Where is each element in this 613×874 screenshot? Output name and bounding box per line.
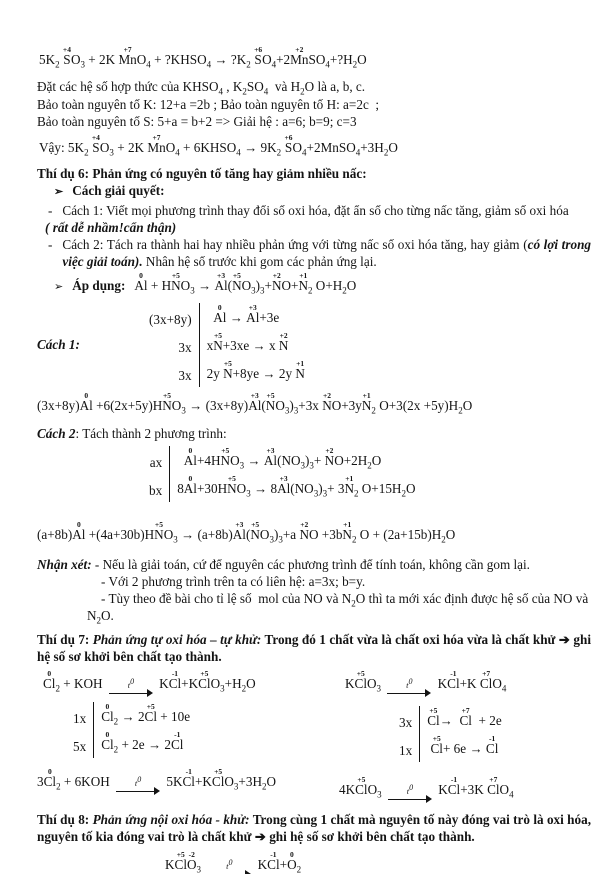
oxidation-number-atom: +5 Cl (427, 705, 440, 728)
oxidation-number-atom: +5 N (250, 519, 260, 542)
system-half-equation: 0 Cl $_2$ → 2 +5 Cl + 10e (93, 702, 190, 730)
oxidation-number-atom: +5 N (232, 270, 242, 293)
oxidation-number-atom: +5 N (220, 445, 231, 468)
text-segment: - Nếu là giải toán, cứ để nguyên các phương trình để tính toán, không cần gom lại. (91, 556, 530, 572)
oxidation-number-atom: +3 Al (214, 270, 228, 293)
method2-text (62, 236, 591, 270)
reaction-arrow-icon: → (121, 708, 135, 724)
heated-arrow-icon: $t^0$ (207, 862, 251, 874)
oxidation-number-atom: 0 Cl (101, 701, 114, 724)
dash-marker: - (48, 236, 53, 252)
oxidation-number-atom: +7 Cl (487, 774, 500, 797)
dash-marker: - (48, 202, 53, 218)
oxidation-number-atom: +2 N (271, 270, 282, 293)
text-segment: Thí dụ 8: (37, 811, 93, 827)
oxidation-number-atom: +5 Cl (211, 766, 225, 789)
text-segment: Thí dụ 7: (37, 631, 93, 647)
oxidation-number-atom: +5 N (227, 473, 237, 496)
oxidation-number-atom: 0 Al (183, 473, 197, 496)
combined-equation-method1: (3x+8y) 0 Al +6(2x+5y)H +5 N $O_3 \to (3x+8y)$ +3 Al ( +5 N $O_3)_3+3x$ +2 N O+3y +1 N $_2$ $O+3(2x +5y)H_2O$ (37, 390, 473, 416)
oxidation-number-atom: +5 N (265, 390, 276, 413)
text-segment: có lợi trong việc giải toán). (62, 236, 592, 269)
apply-equation: 0 Al + H +5 N $O_3$ → +3 Al ( +5 N $O_3)_3+$ +2 N O+ +1 N $_2$ $O+H_2O$ (134, 270, 357, 296)
text-segment: Trong đó 1 chất vừa là chất oxi hóa vừa là chất khử ➔ ghi hệ số sơ khởi bên chất tạo thành. (37, 631, 591, 664)
oxidation-number-atom: +1 N (295, 358, 305, 381)
system-half-equation: 0 Al → +3 Al +3e (199, 303, 305, 331)
reaction-arrow-icon: → (262, 365, 276, 381)
equation-balanced-conclusion: Vậy: $5K_2$ +4 S $O_3 + 2K$ +7 Mn $O_4$ + $6KHSO_4 \to 9K_2$ +6 S $O_4+2MnSO_4+3H_2O$ (39, 132, 398, 158)
text-segment: Phản ứng nội oxi hóa - khử: (92, 811, 250, 827)
oxidation-number-atom: 0 Al (79, 390, 93, 413)
oxidation-number-atom: +1 N (298, 270, 308, 293)
method1-solution-label: Cách 1: (37, 336, 80, 352)
oxidation-number-atom: +2 N (324, 445, 335, 468)
example8-equation: K +5 Cl -2 O $_3$ $t^0$ K -1 Cl + 0 O $_2$ (165, 851, 591, 874)
oxidation-number-atom: -1 Cl (168, 668, 182, 691)
heated-arrow-icon: $t^0$ (388, 787, 432, 804)
oxidation-number-atom: +7 Cl (479, 668, 493, 691)
text-segment: Cách 2: Tách ra thành hai hay nhiều phản ứng với từng nấc số oxi hóa tăng, hay giảm ( (62, 236, 528, 252)
example8-heading (37, 811, 591, 846)
remarks-block (37, 556, 591, 624)
triangle-bullet-icon: ➢ (54, 280, 64, 293)
oxidation-number-atom: +4 S (62, 45, 71, 67)
left-start-equation: 0 Cl $_2$ + KOH $t^0$ K -1 Cl +K +5 Cl $O_3+H_2O$ (37, 670, 339, 698)
oxidation-number-atom: -1 Cl (171, 729, 184, 752)
oxidation-number-atom: +4 S (91, 132, 100, 155)
oxidation-number-atom: +5 Cl (355, 774, 368, 797)
oxidation-number-atom: +3 Al (248, 390, 262, 413)
oxidation-number-atom: +5 N (162, 390, 172, 413)
reaction-arrow-icon: → (229, 309, 243, 325)
electron-balance-system-2 (149, 446, 415, 502)
oxidation-number-atom: +5 Cl (430, 733, 443, 756)
left-final-equation: 3 0 Cl $_2$ + 6KOH $t^0$ 5K -1 Cl +K +5 Cl $O_3+3H_2O$ (37, 768, 339, 796)
left-system-wrap (73, 702, 339, 758)
reaction-arrow-icon: → (252, 337, 266, 353)
oxidation-number-atom: +7 Cl (459, 705, 472, 728)
oxidation-number-atom: 0 Cl (43, 766, 57, 789)
oxidation-number-atom: +6 S (254, 45, 263, 67)
remark-line-3: - Tùy theo đề bài cho tỉ lệ số mol của NO và $N_2O$ thì ta mới xác định được hệ số của NO và (101, 590, 589, 609)
method2-system-wrap (149, 446, 591, 502)
text-segment: Trong cùng 1 chất mà nguyên tố này đóng vai trò là oxi hóa, nguyên tố kia đóng vai trò là chất khử ➔ ghi hệ số sơ khởi bên chất tạo thành. (37, 811, 592, 844)
oxidation-number-atom: 0 Cl (43, 668, 56, 691)
right-system-wrap (399, 706, 591, 762)
oxidation-number-atom: +1 N (361, 390, 372, 413)
apply-label: Áp dụng: (72, 277, 126, 293)
system-half-equation: +5 Cl → +7 Cl + 2e (419, 706, 502, 734)
reaction-arrow-icon: → (197, 277, 212, 293)
oxidation-number-atom: +5 N (223, 358, 233, 381)
heated-arrow-icon: $t^0$ (387, 681, 431, 698)
oxidation-number-atom: +2 N (322, 390, 332, 413)
example7-columns (37, 670, 591, 804)
text-segment: Phản ứng tự oxi hóa – tự khử: (92, 631, 262, 647)
oxidation-number-atom: +7 Mn (147, 132, 166, 155)
reaction-arrow-icon: → (439, 712, 453, 728)
oxidation-number-atom: -1 Cl (182, 766, 195, 789)
solution-approach-label: Cách giải quyết: (72, 183, 165, 198)
remark-line-4: $N_2O$. (87, 607, 114, 626)
equation-unbalanced-kmno4: $5K_2$ +4 S $O_3 + 2K$ +7 Mn $O_4$ + $?KHSO_4$ → $?K_2$ +6 S $O_4+2$ +2 Mn $SO_4+?H_2O$ (39, 45, 367, 70)
system-half-equation: 8 0 Al +30H +5 N $O_3 \to 8$ +3 Al $(NO_3)_3+ 3$ +1 N $_2$ $O+15H_2O$ (169, 474, 415, 502)
oxidation-number-atom: +5 N (171, 270, 181, 293)
oxidation-number-atom: 0 Al (72, 519, 86, 542)
oxidation-number-atom: 0 Al (134, 270, 148, 293)
right-electron-system (399, 706, 502, 762)
oxidation-number-atom: +7 Mn (118, 45, 137, 67)
chlorine-koh-column (37, 670, 339, 804)
system-multiplier: ax (149, 454, 163, 470)
system-multiplier: (3x+8y) (149, 311, 192, 327)
method2-item (37, 236, 591, 270)
reaction-arrow-icon: → (214, 52, 228, 67)
apply-row (37, 272, 591, 300)
system-multiplier: 3x (178, 367, 192, 383)
oxidation-number-atom: 0 Al (183, 445, 197, 468)
reaction-arrow-icon: → (253, 480, 268, 496)
oxidation-number-atom: +5 Cl (144, 701, 157, 724)
electron-balance-system-1 (149, 303, 305, 387)
text-segment: Cách 2 (37, 425, 76, 441)
method1-item (37, 202, 591, 219)
system-multiplier: 1x (73, 710, 87, 726)
oxidation-number-atom: -1 Cl (447, 774, 461, 797)
reaction-arrow-icon: → (469, 740, 483, 756)
oxidation-number-atom: +3 Al (263, 445, 278, 468)
system-multiplier: 3x (399, 714, 413, 730)
reaction-arrow-icon: → (189, 397, 203, 413)
heated-arrow-icon: $t^0$ (109, 681, 153, 698)
system-half-equation: x +5 N +3xe → x +2 N (199, 331, 305, 359)
oxidation-number-atom: 0 Al (213, 302, 227, 325)
oxidation-number-atom: +1 N (344, 473, 354, 496)
system-half-equation: 0 Cl $_2$ + 2e → 2 -1 Cl (93, 730, 190, 758)
triangle-bullet-icon: ➢ (54, 186, 64, 198)
right-start-equation: K +5 Cl $O_3$ $t^0$ K -1 Cl +K +7 Cl $O_4$ (339, 670, 591, 698)
text-segment: Nhận xét: (37, 556, 92, 572)
system-multiplier: 1x (399, 742, 413, 758)
oxidation-number-atom: +2 N (278, 330, 289, 353)
system-multiplier: 3x (178, 339, 192, 355)
oxidation-number-atom: +2 Mn (290, 45, 309, 67)
balance-k-h-line: Bảo toàn nguyên tố K: 12+a =2b ; Bảo toàn nguyên tố H: a=2c ; (37, 96, 380, 112)
oxidation-number-atom: -1 Cl (267, 849, 280, 872)
oxidation-number-atom: +6 S (284, 132, 293, 155)
balance-s-line: Bảo toàn nguyên tố S: 5+a = b+2 => Giải hệ : a=6; b=9; c=3 (37, 114, 357, 129)
system-half-equation: +5 Cl + 6e → -1 Cl (419, 734, 502, 762)
reaction-arrow-icon: → (181, 526, 195, 542)
oxidation-number-atom: +5 Cl (198, 668, 211, 691)
text-segment: Nhân hệ số trước khi gom các phản ứng lại. (142, 253, 377, 269)
system-half-equation: 2y +5 N +8ye → 2y +1 N (199, 359, 305, 387)
text-segment: : Tách thành 2 phương trình: (75, 425, 227, 441)
oxidation-number-atom: -2 O (187, 849, 197, 872)
system-half-equation: 0 Al +4H +5 N $O_3$ → +3 Al $(NO_3)_3+$ +2 N $O+2H_2O$ (169, 446, 415, 474)
combined-equation-method2: (a+8b) 0 Al +(4a+30b)H +5 N $O_3 \to (a+8b)$ +3 Al ( +5 N $O_3)_3+a$ +2 N O +3b +1 N $_2$ $O + (2a+15b)H_2O$ (37, 519, 456, 545)
method1-solution-block (37, 303, 591, 387)
reaction-arrow-icon: → (147, 736, 162, 752)
oxidation-number-atom: -1 Cl (485, 733, 499, 756)
oxidation-number-atom: +3 Al (246, 302, 260, 325)
oxidation-number-atom: 0 Cl (101, 729, 114, 752)
method1-text: Cách 1: Viết mọi phương trình thay đổi số oxi hóa, đặt ẩn số cho từng nấc tăng, giảm số oxi hóa (62, 202, 569, 218)
oxidation-number-atom: +1 N (342, 519, 352, 542)
kclo3-column (339, 670, 591, 804)
left-electron-system (73, 702, 190, 758)
oxidation-number-atom: +5 Cl (354, 668, 367, 691)
reaction-arrow-icon: → (244, 139, 258, 155)
remark-line-1 (37, 556, 591, 573)
oxidation-number-atom: -1 Cl (447, 668, 460, 691)
method2-solution-label (37, 425, 591, 442)
remark-line-2: - Với 2 phương trình trên ta có liên hệ: a=3x; b=y. (101, 573, 366, 589)
oxidation-number-atom: 0 O (287, 849, 297, 872)
method1-warning-note: ( rất dễ nhầm!cẩn thận) (45, 219, 177, 235)
oxidation-number-atom: +3 Al (277, 473, 291, 496)
reaction-arrow-icon: → (247, 452, 261, 468)
oxidation-number-atom: +5 Cl (174, 849, 187, 872)
example6-heading: Thí dụ 6: Phản ứng có nguyên tố tăng hay giảm nhiều nấc: (37, 165, 367, 181)
system-multiplier: bx (149, 482, 163, 498)
solution-approach-row (37, 182, 591, 202)
oxidation-number-atom: +5 N (154, 519, 164, 542)
oxidation-number-atom: +2 N (299, 519, 309, 542)
oxidation-number-atom: +3 Al (232, 519, 246, 542)
oxidation-number-atom: +5 N (213, 330, 223, 353)
example7-heading (37, 631, 591, 666)
right-final-equation: 4K +5 Cl $O_3$ $t^0$ K -1 Cl +3K +7 Cl $O_4$ (339, 776, 591, 804)
system-multiplier: 5x (73, 738, 87, 754)
coefficients-note-line: Đặt các hệ số hợp thức của $KHSO_4$ , $K_2SO_4$ và $H_2O$ là a, b, c. (37, 79, 366, 97)
heated-arrow-icon: $t^0$ (116, 779, 160, 796)
